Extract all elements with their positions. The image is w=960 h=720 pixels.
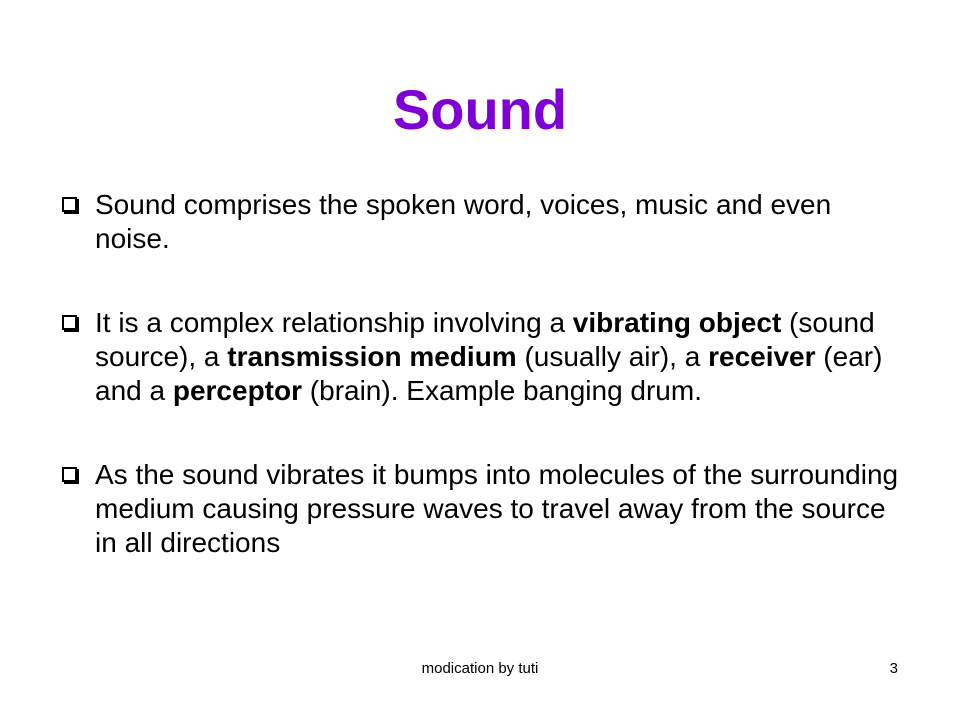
page-number: 3: [889, 660, 898, 677]
bullet-item-3: [62, 458, 902, 560]
checkbox-icon: [62, 315, 77, 330]
bullet-2-segment-5: (brain). Example banging drum.: [302, 375, 702, 406]
bullet-text-3: As the sound vibrates it bumps into molecules of the surrounding medium causing pressure waves to travel away from the source in all directions: [95, 459, 899, 558]
term-transmission-medium: transmission medium: [227, 341, 517, 372]
bullet-item-1: [62, 188, 902, 256]
bullet-list: [62, 188, 902, 560]
bullet-item-2: [62, 306, 902, 408]
term-vibrating-object: vibrating object: [572, 307, 782, 338]
slide-footer: modication by tuti: [421, 660, 539, 677]
bullet-text-2: [95, 307, 882, 406]
checkbox-icon: [62, 197, 77, 212]
checkbox-icon: [62, 467, 77, 482]
term-receiver: receiver: [708, 341, 816, 372]
slide-title: Sound: [392, 78, 568, 141]
bullet-2-segment-1: It is a complex relationship involving a: [95, 307, 573, 338]
bullet-2-segment-4: (ear) and a: [95, 341, 883, 406]
bullet-2-segment-2: (sound source), a: [95, 307, 875, 372]
term-perceptor: perceptor: [172, 375, 303, 406]
bullet-text-1: Sound comprises the spoken word, voices, music and even noise.: [95, 189, 832, 254]
bullet-2-segment-3: (usually air), a: [516, 341, 709, 372]
